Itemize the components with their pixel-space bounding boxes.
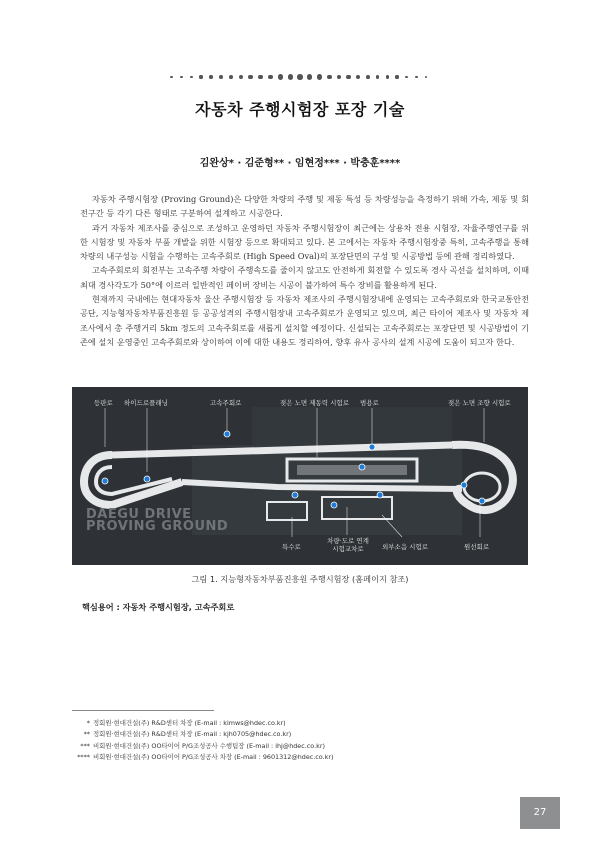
body-paragraph: 과거 자동차 제조사를 중심으로 조성하고 운영하던 자동차 주행시험장이 최근에는 상용차 전용 시험장, 자율주행연구를 위한 시험장 및 자동차 부품 개발을 위한 시험장 등으로 확대되고 있다. 본 고에서는 자동차 주행시험장중 특히, 고속주행을 통해 차량의 내구성능 시험을 수행하는 고속주회로 (High Speed Oval)의 포장단면의 구성 및 시공방법 등에 관해 정리하였다.	[80, 222, 529, 262]
divider-dot	[219, 75, 223, 79]
label-special-road: 특수로	[282, 543, 301, 551]
footnote	[72, 741, 492, 752]
divider-dot	[199, 75, 202, 78]
divider-dot	[415, 76, 418, 79]
footnote-text: 정회원·현대건설(주) R&D센터 차장 (E-mail : kjh0705@hdec.co.kr)	[93, 730, 292, 739]
divider-dot	[376, 75, 380, 79]
divider-dot	[356, 75, 360, 79]
marker-hydroplaning	[144, 476, 150, 482]
marker-special	[292, 492, 298, 498]
divider-dot	[248, 75, 252, 79]
divider-dot	[288, 74, 293, 79]
footnotes	[72, 718, 492, 763]
article-body	[80, 192, 529, 349]
label-wet-braking: 젖은 노면 제동력 시험로	[280, 399, 349, 407]
brand-line: DAEGU DRIVE	[86, 507, 192, 522]
marker-intersection	[331, 502, 337, 508]
keywords: 핵심용어 : 자동차 주행시험장, 고속주회로	[82, 602, 235, 612]
label-hill-climb: 등판로	[94, 399, 113, 407]
divider-dot	[327, 75, 332, 80]
body-paragraph: 자동차 주행시험장 (Proving Ground)은 다양한 차량의 주행 및 제동 특성 등 차량성능을 측정하기 위해 가속, 제동 및 회전구간 등 각기 다른 형태로 구분하여 설계하고 시공한다.	[80, 194, 529, 219]
label-hydroplaning: 하이드로플래닝	[124, 399, 168, 407]
divider-dot	[170, 76, 173, 79]
footnote-text: 비회원·현대건설(주) OO타이어 P/G조성공사 수행팀장 (E-mail : ihj@hdec.co.kr)	[93, 741, 325, 750]
footnote	[72, 729, 492, 740]
divider-dot	[307, 74, 312, 79]
divider-dot	[425, 76, 428, 79]
label-noise-test: 외부소음 시험로	[382, 543, 429, 551]
body-paragraph: 고속주회로의 회전부는 고속주행 차량이 주행속도를 줄이지 않고도 안전하게 회전할 수 있도록 경사 곡선을 설치하며, 이때 최대 경사각도가 50°에 이르러 일반적인 페이버 장비는 시공이 불가하여 특수 장비를 활용하게 된다.	[80, 265, 529, 290]
divider-dot	[190, 76, 193, 79]
divider-dot	[386, 75, 389, 78]
divider-dot	[317, 74, 322, 79]
footnote-mark: ***	[80, 741, 90, 750]
marker-circular	[479, 498, 485, 504]
footnote-mark: *	[86, 719, 90, 727]
author-line: 김완상* · 김준형** · 임현정*** · 박충훈****	[199, 158, 401, 169]
divider-dot	[209, 75, 212, 78]
divider-dot	[239, 75, 243, 79]
label-general-road: 범용로	[360, 399, 379, 407]
marker-general-road	[369, 444, 375, 450]
proving-ground-figure	[72, 387, 528, 565]
divider-dot	[366, 75, 370, 79]
footnote-text: 비회원·현대건설(주) OO타이어 P/G조성공사 차장 (E-mail : 9601312@hdec.co.kr)	[93, 752, 334, 761]
label-high-speed-oval: 고속주회로	[210, 399, 242, 407]
figure-caption: 그림 1. 지능형자동차부품진흥원 주행시험장 (홈페이지 참조)	[191, 574, 409, 584]
divider-dot	[297, 74, 303, 80]
divider-dot	[258, 75, 263, 80]
divider-dot	[346, 75, 350, 79]
divider-dot	[395, 75, 398, 78]
divider-dot	[229, 75, 233, 79]
decorative-dot-divider	[170, 72, 430, 82]
marker-wet-braking	[359, 464, 365, 470]
divider-dot	[337, 75, 342, 80]
footnote-mark: ****	[77, 752, 90, 761]
brand-line: PROVING GROUND	[86, 519, 229, 534]
body-paragraph: 현재까지 국내에는 현대자동차 울산 주행시험장 등 자동차 제조사의 주행시험장내에 운영되는 고속주회로와 한국교통안전공단, 지능형자동차부품진흥원 등 공공성격의 주행시험장내 고속주회로가 운영되고 있으며, 최근 타이어 제조사 및 자동차 제조사에서 총 주행거리 5km 정도의 고속주회로를 새롭게 설치할 예정이다. 신설되는 고속주회로는 포장단면 및 시공방법이 기존에 설치 운영중인 고속주회로와 상이하여 이에 대한 내용도 정리하여, 향후 유사 공사의 설계 시공에 도움이 되고자 한다.	[80, 294, 529, 347]
marker-noise	[377, 492, 383, 498]
marker-wet-handling	[461, 482, 467, 488]
divider-dot	[405, 76, 408, 79]
divider-dot	[180, 76, 183, 79]
footnote	[72, 718, 492, 729]
track-map-illustration	[72, 387, 528, 565]
page-number: 27	[520, 797, 560, 829]
divider-dot	[268, 75, 273, 80]
label-intersection: 차량·도로 연계 시험교차로	[327, 537, 369, 553]
label-wet-handling: 젖은 노면 조향 시험로	[448, 399, 511, 407]
footnote-divider	[72, 710, 214, 711]
marker-hill	[102, 478, 108, 484]
marker-high-speed	[224, 431, 230, 437]
footnote-text: 정회원·현대건설(주) R&D센터 차장 (E-mail : kimws@hdec.co.kr)	[93, 719, 286, 727]
proving-ground-brand	[86, 509, 228, 533]
footnote-mark: **	[83, 730, 90, 739]
label-circular: 원선회로	[464, 543, 490, 551]
article-title: 자동차 주행시험장 포장 기술	[195, 100, 405, 119]
footnote	[72, 752, 492, 763]
divider-dot	[278, 74, 283, 79]
